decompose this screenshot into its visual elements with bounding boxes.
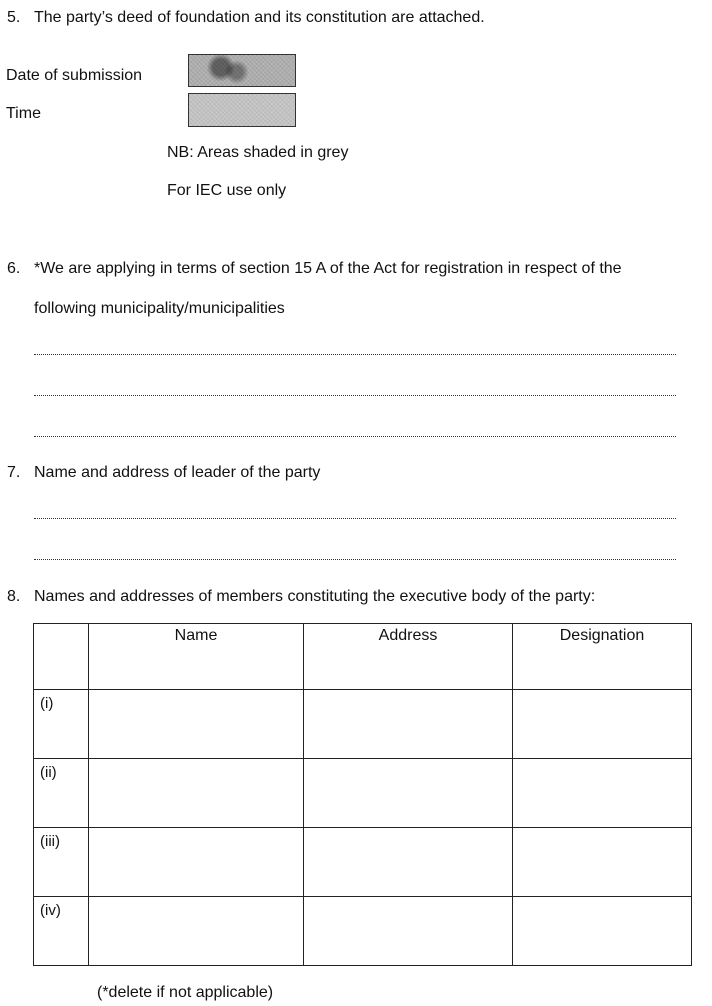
iec-note-line-1: NB: Areas shaded in grey <box>167 144 349 161</box>
row-label: (iv) <box>34 897 89 966</box>
row-label: (ii) <box>34 759 89 828</box>
section-6-number: 6. <box>7 260 21 277</box>
name-cell[interactable] <box>89 759 304 828</box>
designation-cell[interactable] <box>513 828 692 897</box>
section-7-text: Name and address of leader of the party <box>34 464 321 481</box>
designation-cell[interactable] <box>513 759 692 828</box>
designation-cell[interactable] <box>513 897 692 966</box>
name-cell[interactable] <box>89 897 304 966</box>
iec-note-line-2: For IEC use only <box>167 182 287 199</box>
leader-line-2[interactable] <box>34 559 676 560</box>
date-of-submission-label: Date of submission <box>6 67 143 84</box>
executive-body-table <box>33 623 692 966</box>
row-label: (iii) <box>34 828 89 897</box>
section-8-text: Names and addresses of members constituting the executive body of the party: <box>34 588 596 605</box>
time-label: Time <box>6 105 41 122</box>
address-cell[interactable] <box>304 759 513 828</box>
time-field[interactable] <box>188 93 296 127</box>
municipality-line-1[interactable] <box>34 354 676 355</box>
footnote: (*delete if not applicable) <box>97 984 274 1001</box>
table-row <box>34 897 692 966</box>
municipality-line-2[interactable] <box>34 395 676 396</box>
name-cell[interactable] <box>89 690 304 759</box>
column-header-name: Name <box>89 624 304 690</box>
section-6-line-1: *We are applying in terms of section 15 A of the Act for registration in respect of the <box>34 260 622 277</box>
date-of-submission-field[interactable] <box>188 54 296 87</box>
table-row <box>34 828 692 897</box>
table-row <box>34 759 692 828</box>
column-header-designation: Designation <box>513 624 692 690</box>
section-5-number: 5. <box>7 9 21 26</box>
section-6-line-2: following municipality/municipalities <box>34 300 285 317</box>
address-cell[interactable] <box>304 690 513 759</box>
designation-cell[interactable] <box>513 690 692 759</box>
row-label: (i) <box>34 690 89 759</box>
section-5-text: The party’s deed of foundation and its constitution are attached. <box>34 9 485 26</box>
address-cell[interactable] <box>304 828 513 897</box>
section-8-number: 8. <box>7 588 21 605</box>
column-header-address: Address <box>304 624 513 690</box>
name-cell[interactable] <box>89 828 304 897</box>
section-7-number: 7. <box>7 464 21 481</box>
table-header-row <box>34 624 692 690</box>
municipality-line-3[interactable] <box>34 436 676 437</box>
table-row <box>34 690 692 759</box>
address-cell[interactable] <box>304 897 513 966</box>
leader-line-1[interactable] <box>34 518 676 519</box>
column-header-blank <box>34 624 89 690</box>
